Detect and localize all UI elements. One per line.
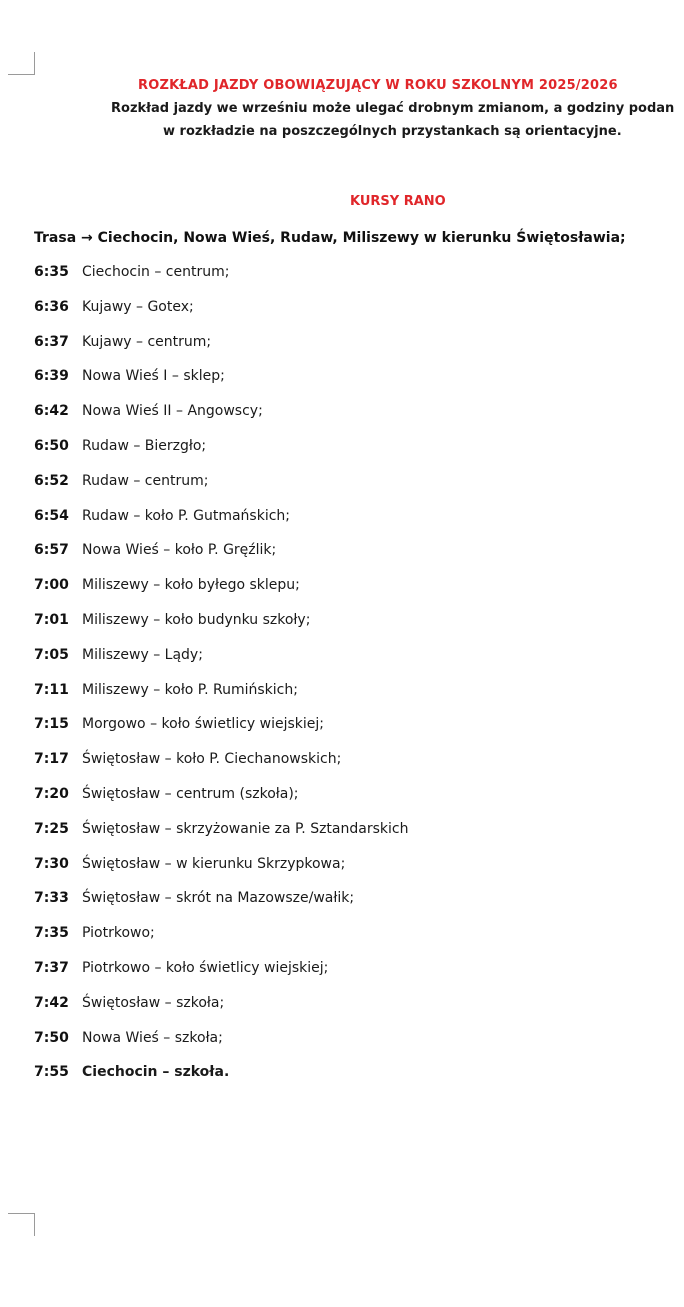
section-heading: KURSY RANO — [350, 194, 446, 209]
stop-name: Świętosław – w kierunku Skrzypkowa; — [82, 855, 346, 872]
stop-row — [34, 751, 408, 786]
page-title: ROZKŁAD JAZDY OBOWIĄZUJĄCY W ROKU SZKOLNYM 2025/2026 — [138, 78, 618, 93]
stop-row — [34, 438, 408, 473]
stop-name: Morgowo – koło świetlicy wiejskiej; — [82, 716, 324, 733]
stop-time: 7:05 — [34, 646, 69, 663]
stop-name: Świętosław – skrzyżowanie za P. Sztandarskich — [82, 820, 409, 837]
schedule-note-line-2: w rozkładzie na poszczególnych przystankach są orientacyjne. — [163, 124, 622, 139]
stop-time: 7:17 — [34, 751, 69, 768]
schedule-note-line-1: Rozkład jazdy we wrześniu może ulegać drobnym zmianom, a godziny podan — [111, 101, 675, 116]
stop-row — [34, 925, 408, 960]
stop-row — [34, 1064, 408, 1099]
stop-name: Rudaw – centrum; — [82, 472, 209, 489]
page-corner-mark-bottom — [8, 1213, 35, 1236]
stop-time: 7:50 — [34, 1029, 69, 1046]
stop-name: Rudaw – Bierzgło; — [82, 437, 207, 454]
stop-time: 7:25 — [34, 820, 69, 837]
stop-name: Piotrkowo – koło świetlicy wiejskiej; — [82, 959, 329, 976]
stop-name: Miliszewy – Lądy; — [82, 646, 203, 663]
stop-time: 7:33 — [34, 890, 69, 907]
stop-name: Piotrkowo; — [82, 925, 155, 942]
stop-time: 6:39 — [34, 368, 69, 385]
stop-row — [34, 682, 408, 717]
stop-row — [34, 1030, 408, 1065]
stop-row — [34, 577, 408, 612]
stop-row — [34, 473, 408, 508]
stop-name: Świętosław – szkoła; — [82, 994, 225, 1011]
stop-time: 7:20 — [34, 785, 69, 802]
stop-row — [34, 612, 408, 647]
stop-time: 7:37 — [34, 959, 69, 976]
stop-row — [34, 960, 408, 995]
stop-name: Świętosław – koło P. Ciechanowskich; — [82, 751, 342, 768]
stop-row — [34, 403, 408, 438]
stop-row — [34, 647, 408, 682]
stop-row — [34, 368, 408, 403]
stop-time: 7:35 — [34, 925, 69, 942]
stop-row — [34, 856, 408, 891]
stop-name: Nowa Wieś I – sklep; — [82, 368, 225, 385]
route-description: Trasa → Ciechocin, Nowa Wieś, Rudaw, Miliszewy w kierunku Świętosławia; — [34, 230, 626, 246]
stops-list — [34, 264, 408, 1099]
stop-name: Miliszewy – koło budynku szkoły; — [82, 611, 311, 628]
stop-time: 7:15 — [34, 716, 69, 733]
stop-row — [34, 508, 408, 543]
stop-time: 6:57 — [34, 542, 69, 559]
stop-name: Nowa Wieś – koło P. Gręźlik; — [82, 542, 277, 559]
stop-time: 6:54 — [34, 507, 69, 524]
stop-name: Świętosław – skrót na Mazowsze/wałik; — [82, 890, 355, 907]
stop-time: 6:35 — [34, 264, 69, 280]
stop-time: 7:01 — [34, 611, 69, 628]
stop-name: Nowa Wieś II – Angowscy; — [82, 403, 263, 420]
stop-time: 7:30 — [34, 855, 69, 872]
stop-time: 7:11 — [34, 681, 69, 698]
stop-row — [34, 716, 408, 751]
stop-time: 7:42 — [34, 994, 69, 1011]
stop-time: 6:37 — [34, 333, 69, 350]
stop-row — [34, 821, 408, 856]
stop-name: Świętosław – centrum (szkoła); — [82, 785, 299, 802]
stop-name: Nowa Wieś – szkoła; — [82, 1029, 223, 1046]
stop-time: 6:42 — [34, 403, 69, 420]
stop-time: 6:36 — [34, 298, 69, 315]
stop-name: Ciechocin – centrum; — [82, 264, 230, 280]
stop-time: 7:55 — [34, 1064, 69, 1081]
stop-name: Miliszewy – koło P. Rumińskich; — [82, 681, 298, 698]
stop-time: 7:00 — [34, 577, 69, 594]
page-corner-mark-top — [8, 52, 35, 75]
stop-row — [34, 334, 408, 369]
stop-row — [34, 299, 408, 334]
stop-name: Kujawy – Gotex; — [82, 298, 194, 315]
stop-time: 6:50 — [34, 437, 69, 454]
stop-row — [34, 264, 408, 299]
stop-row — [34, 786, 408, 821]
stop-name: Ciechocin – szkoła. — [82, 1064, 230, 1081]
stop-time: 6:52 — [34, 472, 69, 489]
stop-row — [34, 890, 408, 925]
stop-row — [34, 542, 408, 577]
stop-name: Kujawy – centrum; — [82, 333, 212, 350]
stop-name: Rudaw – koło P. Gutmańskich; — [82, 507, 290, 524]
stop-row — [34, 995, 408, 1030]
stop-name: Miliszewy – koło byłego sklepu; — [82, 577, 300, 594]
